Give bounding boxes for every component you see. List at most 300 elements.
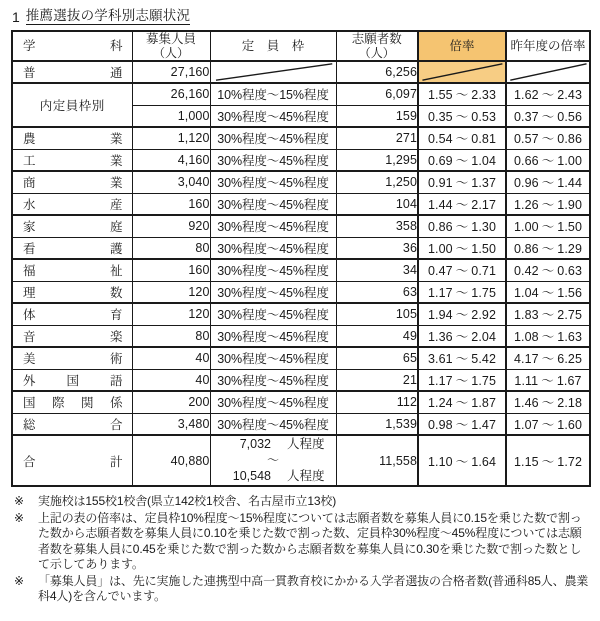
quota-cell: 160 — [132, 193, 210, 215]
subject-char: 術 — [109, 352, 123, 367]
last-year-ratio-cell-low: 0.96 — [513, 176, 539, 191]
last-year-ratio-cell — [506, 325, 590, 347]
ratio-cell-low: 0.86 — [427, 220, 453, 235]
subject-label — [13, 393, 132, 411]
subject-char: 外 — [23, 373, 36, 388]
last-year-ratio-cell-low: 1.46 — [513, 396, 539, 411]
table-row — [12, 259, 590, 281]
last-year-ratio-cell-high: 1.56 — [557, 285, 583, 300]
ratio-cell-high: 1.37 — [471, 176, 497, 191]
footnote-mark: ※ — [14, 494, 25, 508]
range-tilde: 〜 — [455, 197, 469, 212]
total-frame-upper-value: 7,032 — [239, 437, 271, 451]
header-subject-char: 科 — [109, 39, 123, 53]
subject-label — [13, 151, 132, 169]
frame-cell: 30%程度〜45%程度 — [210, 105, 336, 127]
header-subject — [12, 31, 132, 61]
ratio-cell — [418, 193, 506, 215]
ratio-cell — [418, 149, 506, 171]
ratio-cell-low: 1.55 — [427, 88, 453, 103]
subject-char: 美 — [23, 352, 36, 367]
subject-char: 祉 — [109, 264, 123, 279]
table-row — [12, 369, 590, 391]
header-quota-sub: （人） — [152, 46, 189, 60]
ratio-cell-high: 2.04 — [471, 329, 497, 344]
last-year-ratio-cell-low: 1.07 — [513, 417, 539, 432]
last-year-ratio-cell — [506, 61, 590, 83]
ratio-cell-low: 0.98 — [427, 417, 453, 432]
table-row — [12, 193, 590, 215]
quota-cell: 160 — [132, 259, 210, 281]
ratio-cell — [418, 369, 506, 391]
frame-cell: 30%程度〜45%程度 — [210, 149, 336, 171]
last-year-ratio-cell — [506, 369, 590, 391]
total-last-year-ratio-cell — [506, 435, 590, 486]
table-row — [12, 127, 590, 149]
applicants-cell: 6,097 — [336, 83, 418, 105]
subject-label — [13, 371, 132, 389]
header-quota-main: 募集人員 — [145, 32, 196, 46]
ratio-cell-low: 0.91 — [427, 176, 453, 191]
frame-cell: 30%程度〜45%程度 — [210, 325, 336, 347]
range-tilde: 〜 — [455, 132, 469, 147]
total-subject-cell — [12, 435, 132, 486]
range-tilde: 〜 — [455, 329, 469, 344]
total-quota-cell: 40,880 — [132, 435, 210, 486]
ratio-cell — [418, 61, 506, 83]
applicants-cell: 65 — [336, 347, 418, 369]
applicants-cell: 159 — [336, 105, 418, 127]
frame-cell: 30%程度〜45%程度 — [210, 259, 336, 281]
footnote — [14, 494, 590, 510]
applicants-cell: 271 — [336, 127, 418, 149]
table-row — [12, 413, 590, 435]
total-last-year-ratio-cell-high: 1.72 — [557, 454, 583, 469]
last-year-ratio-cell-low: 1.83 — [513, 308, 539, 323]
range-tilde: 〜 — [541, 220, 555, 235]
total-ratio-cell — [418, 435, 506, 486]
subject-char: 産 — [109, 197, 123, 212]
footnote-text: 「募集人員」は、先に実施した連携型中高一貫教育校にかかる入学者選抜の合格者数(普通科85人、農業科4人)を含んでいます。 — [38, 573, 589, 603]
ratio-cell-high: 1.30 — [471, 220, 497, 235]
last-year-ratio-cell-high: 1.60 — [557, 417, 583, 432]
diagonal-line — [211, 62, 336, 82]
frame-cell: 30%程度〜45%程度 — [210, 281, 336, 303]
subject-char: 業 — [109, 176, 123, 191]
subject-char: 商 — [23, 176, 36, 191]
ratio-cell-low: 1.17 — [427, 285, 453, 300]
range-tilde: 〜 — [455, 153, 469, 168]
last-year-ratio-cell-low: 1.00 — [513, 220, 539, 235]
applicants-cell: 112 — [336, 391, 418, 413]
frame-cell: 30%程度〜45%程度 — [210, 215, 336, 237]
last-year-ratio-cell-low: 1.11 — [514, 373, 539, 388]
range-tilde: 〜 — [455, 109, 469, 124]
header-subject-char: 学 — [23, 39, 36, 53]
last-year-ratio-cell-low: 1.04 — [513, 285, 539, 300]
footnote-mark: ※ — [14, 510, 25, 525]
range-tilde: 〜 — [455, 241, 469, 256]
ratio-cell — [418, 237, 506, 259]
applicants-cell: 1,250 — [336, 171, 418, 193]
range-tilde: 〜 — [541, 373, 554, 388]
last-year-ratio-cell-high: 6.25 — [557, 352, 583, 367]
last-year-ratio-cell-high: 1.29 — [557, 241, 583, 256]
last-year-ratio-cell-low: 0.42 — [513, 264, 539, 279]
ratio-cell — [418, 127, 506, 149]
ratio-cell-high: 1.47 — [471, 417, 497, 432]
range-tilde: 〜 — [541, 329, 555, 344]
ratio-cell-low: 3.61 — [427, 352, 453, 367]
subject-char: 計 — [109, 454, 123, 469]
footnotes — [14, 494, 590, 605]
range-tilde: 〜 — [541, 417, 555, 432]
total-ratio-cell-low: 1.10 — [427, 454, 453, 469]
range-tilde: 〜 — [455, 88, 469, 103]
ratio-cell-high: 2.33 — [471, 88, 497, 103]
quota-cell: 1,000 — [132, 105, 210, 127]
total-frame-cell — [210, 435, 336, 486]
range-tilde: 〜 — [541, 197, 555, 212]
total-last-year-ratio-cell-low: 1.15 — [513, 454, 539, 469]
subject-char: 国 — [66, 373, 79, 388]
header-applicants-sub: （人） — [358, 46, 395, 60]
last-year-ratio-cell — [506, 259, 590, 281]
range-tilde: 〜 — [455, 352, 469, 367]
last-year-ratio-cell-high: 1.63 — [557, 329, 583, 344]
range-tilde: 〜 — [455, 308, 469, 323]
quota-cell: 40 — [132, 369, 210, 391]
ratio-cell-low: 0.69 — [427, 153, 453, 168]
ratio-cell-high: 1.75 — [471, 373, 497, 388]
applicants-cell: 1,539 — [336, 413, 418, 435]
last-year-ratio-cell-high: 2.18 — [557, 396, 583, 411]
quota-cell: 120 — [132, 281, 210, 303]
subject-char: 関 — [80, 396, 94, 411]
frame-cell: 10%程度〜15%程度 — [210, 83, 336, 105]
ratio-cell-low: 1.44 — [427, 197, 453, 212]
range-tilde: 〜 — [455, 264, 469, 279]
quota-cell: 80 — [132, 325, 210, 347]
last-year-ratio-cell-low: 1.26 — [513, 197, 539, 212]
last-year-ratio-cell-high: 1.50 — [557, 220, 583, 235]
title-text: 推薦選抜の学科別志願状況 — [25, 8, 191, 23]
last-year-ratio-cell — [506, 215, 590, 237]
frame-cell — [210, 61, 336, 83]
range-tilde: 〜 — [541, 352, 555, 367]
range-tilde: 〜 — [455, 220, 469, 235]
subject-label — [13, 415, 132, 433]
table-header-row — [12, 31, 590, 61]
last-year-ratio-cell — [506, 413, 590, 435]
applicants-cell: 6,256 — [336, 61, 418, 83]
total-frame-upper — [211, 436, 336, 453]
last-year-ratio-cell — [506, 347, 590, 369]
frame-cell: 30%程度〜45%程度 — [210, 127, 336, 149]
subject-char: 家 — [23, 220, 36, 235]
last-year-ratio-cell — [506, 149, 590, 171]
quota-cell: 920 — [132, 215, 210, 237]
last-year-ratio-cell-low: 0.37 — [513, 109, 539, 124]
last-year-ratio-cell-high: 0.56 — [557, 109, 583, 124]
range-tilde: 〜 — [541, 109, 555, 124]
last-year-ratio-cell-high: 1.44 — [557, 176, 583, 191]
table-row — [12, 215, 590, 237]
total-frame-lower-value: 10,548 — [232, 469, 271, 483]
applicants-cell: 49 — [336, 325, 418, 347]
last-year-ratio-cell — [506, 105, 590, 127]
last-year-ratio-cell-low: 4.17 — [513, 352, 539, 367]
last-year-ratio-cell — [506, 193, 590, 215]
subject-char: 数 — [109, 285, 123, 300]
ratio-cell-high: 2.92 — [471, 308, 497, 323]
last-year-ratio-cell-high: 1.90 — [557, 197, 583, 212]
ratio-cell-high: 1.75 — [471, 285, 497, 300]
table-row — [12, 237, 590, 259]
subject-label — [13, 283, 132, 301]
range-tilde: 〜 — [541, 241, 555, 256]
subject-cell — [12, 369, 132, 391]
page-title — [12, 6, 590, 25]
table-row — [12, 61, 590, 83]
subject-label — [13, 239, 132, 257]
subject-cell — [12, 171, 132, 193]
subject-char: 国 — [23, 396, 36, 411]
quota-cell: 3,480 — [132, 413, 210, 435]
subject-char: 業 — [109, 153, 123, 168]
admission-statistics-table — [11, 30, 591, 487]
subject-char: 総 — [23, 417, 36, 432]
subject-cell — [12, 303, 132, 325]
subject-cell — [12, 325, 132, 347]
subject-cell — [12, 259, 132, 281]
subject-char: 水 — [23, 197, 36, 212]
subject-label — [13, 217, 132, 235]
last-year-ratio-cell — [506, 127, 590, 149]
ratio-cell-high: 0.71 — [471, 264, 497, 279]
subject-char: 看 — [23, 241, 36, 256]
subject-cell — [12, 149, 132, 171]
applicants-cell: 105 — [336, 303, 418, 325]
subject-char: 通 — [109, 66, 123, 80]
ratio-cell-high: 0.53 — [471, 109, 497, 124]
range-tilde: 〜 — [541, 132, 555, 147]
subject-char: 係 — [109, 396, 123, 411]
last-year-ratio-cell-high: 2.43 — [557, 88, 583, 103]
quota-cell: 40 — [132, 347, 210, 369]
total-ratio-cell-high: 1.64 — [471, 454, 497, 469]
applicants-cell: 63 — [336, 281, 418, 303]
last-year-ratio-cell — [506, 171, 590, 193]
total-applicants-cell: 11,558 — [336, 435, 418, 486]
subject-char: 護 — [109, 241, 123, 256]
subject-char: 理 — [23, 285, 36, 300]
last-year-ratio-cell — [506, 303, 590, 325]
diagonal-line — [419, 62, 505, 82]
table-row — [12, 171, 590, 193]
quota-cell: 4,160 — [132, 149, 210, 171]
ratio-cell-low: 0.54 — [427, 132, 453, 147]
header-quota — [132, 31, 210, 61]
diagonal-line — [507, 62, 589, 82]
last-year-ratio-cell-low: 0.66 — [513, 153, 539, 168]
ratio-cell-low: 0.47 — [427, 264, 453, 279]
ratio-cell — [418, 105, 506, 127]
range-tilde: 〜 — [541, 176, 555, 191]
subject-label — [13, 327, 132, 345]
frame-cell: 30%程度〜45%程度 — [210, 237, 336, 259]
subject-char: 普 — [23, 66, 36, 80]
subject-label — [13, 63, 132, 81]
quota-cell: 200 — [132, 391, 210, 413]
subject-cell — [12, 127, 132, 149]
header-frame: 定 員 枠 — [210, 31, 336, 61]
subject-cell — [12, 281, 132, 303]
frame-cell: 30%程度〜45%程度 — [210, 303, 336, 325]
total-frame-lower — [211, 468, 336, 485]
ratio-cell-high: 1.87 — [471, 396, 497, 411]
range-tilde: 〜 — [541, 285, 555, 300]
table-row — [12, 83, 590, 105]
ratio-cell — [418, 325, 506, 347]
subject-char: 業 — [109, 132, 123, 147]
ratio-cell-low: 0.35 — [427, 109, 453, 124]
ratio-cell-high: 0.81 — [471, 132, 497, 147]
ratio-cell-low: 1.36 — [427, 329, 453, 344]
subject-char: 育 — [109, 308, 123, 323]
frame-cell: 30%程度〜45%程度 — [210, 193, 336, 215]
ratio-cell — [418, 281, 506, 303]
last-year-ratio-cell — [506, 391, 590, 413]
table-row — [12, 303, 590, 325]
range-tilde: 〜 — [455, 285, 469, 300]
subject-label — [13, 261, 132, 279]
subject-char: 合 — [23, 454, 36, 469]
footnote-mark: ※ — [14, 573, 25, 588]
applicants-cell: 358 — [336, 215, 418, 237]
table-row — [12, 391, 590, 413]
frame-cell: 30%程度〜45%程度 — [210, 369, 336, 391]
frame-cell: 30%程度〜45%程度 — [210, 413, 336, 435]
subject-label — [13, 173, 132, 191]
last-year-ratio-cell-high: 1.67 — [556, 373, 582, 388]
ratio-cell — [418, 391, 506, 413]
ratio-cell-high: 5.42 — [471, 352, 497, 367]
ratio-cell-low: 1.94 — [427, 308, 453, 323]
ratio-cell — [418, 215, 506, 237]
footnote — [14, 574, 590, 605]
subject-char: 福 — [23, 264, 36, 279]
footnote-text: 実施校は155校1校舎(県立142校1校舎、名古屋市立13校) — [38, 494, 337, 508]
quota-cell: 1,120 — [132, 127, 210, 149]
subject-cell — [12, 413, 132, 435]
ratio-cell — [418, 413, 506, 435]
ratio-cell — [418, 347, 506, 369]
subject-char: 庭 — [109, 220, 123, 235]
header-applicants-main: 志願者数 — [351, 32, 402, 46]
subject-label — [13, 305, 132, 323]
subject-char: 合 — [109, 417, 123, 432]
total-frame-lower-unit: 人程度 — [287, 469, 325, 483]
last-year-ratio-cell-low: 1.08 — [513, 329, 539, 344]
ratio-cell — [418, 171, 506, 193]
applicants-cell: 34 — [336, 259, 418, 281]
total-frame-middle: 〜 — [266, 453, 279, 467]
last-year-ratio-cell — [506, 83, 590, 105]
range-tilde: 〜 — [455, 417, 469, 432]
subject-cell — [12, 347, 132, 369]
range-tilde: 〜 — [541, 308, 555, 323]
applicants-cell: 36 — [336, 237, 418, 259]
range-tilde: 〜 — [541, 264, 555, 279]
last-year-ratio-cell-high: 2.75 — [557, 308, 583, 323]
ratio-cell-high: 2.17 — [471, 197, 497, 212]
subject-cell — [12, 391, 132, 413]
subject-label — [13, 129, 132, 147]
footnote-text: 上記の表の倍率は、定員枠10%程度〜15%程度については志願者数を募集人員に0.15を乗じた数で割った数から志願者数を募集人員に0.10を乗じた数で割った数、定員枠30%程度〜45%程度については志願者数を募集人員に0.45を乗じた数で割った数から志願者数を募集人員に0.30を乗じた数で割った数として示してあります。 — [38, 510, 582, 571]
subject-label — [13, 452, 132, 470]
subject-label — [13, 195, 132, 213]
ratio-cell — [418, 259, 506, 281]
header-ratio: 倍率 — [418, 31, 506, 61]
last-year-ratio-cell — [506, 237, 590, 259]
header-applicants — [336, 31, 418, 61]
last-year-ratio-cell-low: 0.57 — [513, 132, 539, 147]
table-row — [12, 281, 590, 303]
last-year-ratio-cell-high: 0.63 — [557, 264, 583, 279]
range-tilde: 〜 — [455, 396, 469, 411]
ratio-cell-high: 1.50 — [471, 241, 497, 256]
subject-char: 際 — [51, 396, 65, 411]
subject-char: 語 — [109, 373, 123, 388]
range-tilde: 〜 — [455, 176, 469, 191]
subject-char: 楽 — [109, 329, 123, 344]
subject-char: 農 — [23, 132, 36, 147]
ratio-cell-low: 1.00 — [427, 241, 453, 256]
subject-merged-label: 内定員枠別 — [12, 83, 132, 127]
subject-cell — [12, 215, 132, 237]
applicants-cell: 104 — [336, 193, 418, 215]
frame-cell: 30%程度〜45%程度 — [210, 347, 336, 369]
range-tilde: 〜 — [541, 454, 555, 469]
footnote — [14, 511, 590, 573]
subject-cell — [12, 193, 132, 215]
table-row — [12, 325, 590, 347]
quota-cell: 26,160 — [132, 83, 210, 105]
total-frame-upper-unit: 人程度 — [287, 437, 325, 451]
table-row — [12, 347, 590, 369]
quota-cell: 27,160 — [132, 61, 210, 83]
subject-char: 体 — [23, 308, 36, 323]
ratio-cell-low: 1.17 — [427, 373, 453, 388]
range-tilde: 〜 — [541, 153, 555, 168]
total-row — [12, 435, 590, 486]
header-last-year-ratio: 昨年度の倍率 — [506, 31, 590, 61]
ratio-cell-low: 1.24 — [427, 396, 453, 411]
range-tilde: 〜 — [455, 373, 469, 388]
applicants-cell: 21 — [336, 369, 418, 391]
frame-cell: 30%程度〜45%程度 — [210, 171, 336, 193]
last-year-ratio-cell — [506, 281, 590, 303]
subject-cell — [12, 237, 132, 259]
applicants-cell: 1,295 — [336, 149, 418, 171]
table-row — [12, 149, 590, 171]
last-year-ratio-cell-low: 1.62 — [513, 88, 539, 103]
range-tilde: 〜 — [541, 396, 555, 411]
quota-cell: 80 — [132, 237, 210, 259]
ratio-cell-high: 1.04 — [471, 153, 497, 168]
last-year-ratio-cell-high: 0.86 — [557, 132, 583, 147]
